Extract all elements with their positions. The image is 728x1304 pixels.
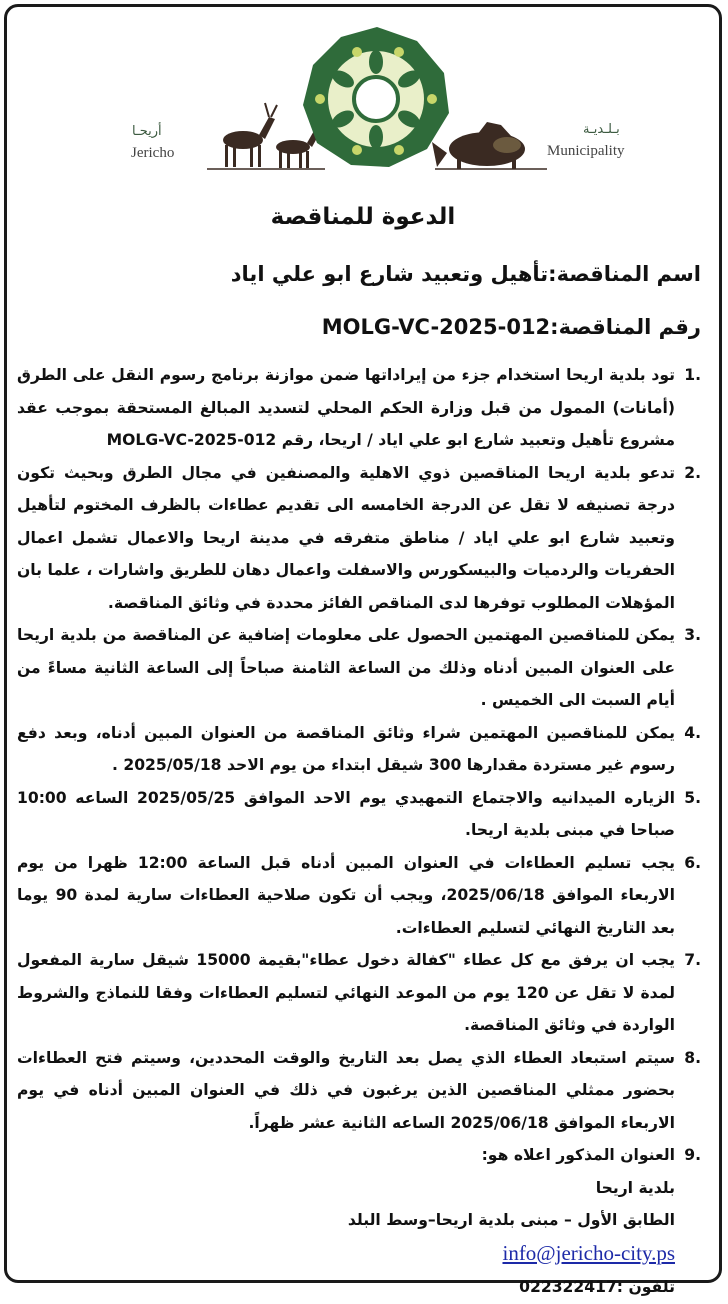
item-number: .1 (684, 366, 701, 384)
tender-items-list (17, 359, 701, 1304)
list-item (17, 457, 701, 620)
item-number: .4 (684, 723, 701, 742)
announcement-frame (4, 4, 722, 1296)
left-logo-en: Jericho (131, 145, 175, 161)
address-line-2: الطابق الأول – مبنى بلدية اريحا–وسط البلد (347, 1211, 675, 1229)
item-number: .2 (684, 463, 701, 482)
tender-number: رقم المناقصة:MOLG-VC-2025-012 (321, 315, 701, 339)
list-item (17, 944, 701, 1042)
header-logo (7, 7, 719, 197)
item-number: .6 (684, 853, 701, 872)
item-text: يمكن للمناقصين المهتمين شراء وثائق المناقصة من العنوان المبين أدناه، وبعد دفع رسوم غير مستردة مقدارها 300 شيقل ابتداء من يوم الاحد 2025/05/18 . (17, 723, 675, 774)
animal-icon (432, 122, 547, 169)
right-logo-en: Municipality (547, 143, 625, 159)
item-text: تدعو بلدية اريحا المناقصين ذوي الاهلية والمصنفين في مجال الطرق وبحيث تكون درجة تصنيفه لا تقل عن الدرجة الخامسه الى تقديم عطاءات بالظرف المختوم لتأهيل وتعبيد شارع ابو علي اياد / مناطق متفرقه في مدينة اريحا والاعمال تشمل اعمال الحفريات والردميات والبيسكورس والاسفلت واعمال دهان للطريق واشارات ، علما بان المؤهلات المطلوب توفرها لدى المناقص الفائز محددة في وثائق المناقصة. (17, 463, 675, 612)
item-text: يمكن للمناقصين المهتمين الحصول على معلومات إضافية عن المناقصة من بلدية اريحا على العنوان المبين أدناه وذلك من الساعة الثامنة صباحاً إلى الساعة الثانية مساءً من أيام السبت الى الخميس . (17, 626, 675, 709)
item-number: .7 (684, 951, 701, 969)
list-item (17, 359, 701, 457)
left-logo-ar: أريحـا (132, 124, 162, 139)
item-number: .5 (684, 788, 701, 807)
list-item (17, 717, 701, 782)
list-item (17, 847, 701, 945)
address-phone-row (17, 1271, 675, 1304)
item-number: .3 (684, 626, 701, 644)
email-link[interactable]: info@jericho-city.ps (502, 1240, 675, 1265)
right-logo-ar: بـلـديـة (583, 122, 620, 137)
phone-label: تلفون : (616, 1278, 675, 1296)
item-number: .9 (684, 1146, 701, 1164)
item-text: يجب تسليم العطاءات في العنوان المبين أدناه قبل الساعة 12:00 ظهرا من يوم الاربعاء الموافق 2025/06/18، ويجب أن تكون صلاحية العطاءات سارية لمدة 90 يوما بعد التاريخ النهائي لتسليم العطاءات. (17, 853, 675, 937)
item-text: تود بلدية اريحا استخدام جزء من إيراداتها ضمن موازنة برنامج رسوم النقل على الطرق (أمانات) الممول من قبل وزارة الحكم المحلي لتسديد المبالغ المستحقة بموجب عقد مشروع تأهيل وتعبيد شارع ابو علي اياد / اريحا، رقم MOLG-VC-2025-012 (17, 366, 675, 449)
tender-name: اسم المناقصة:تأهيل وتعبيد شارع ابو علي اياد (230, 262, 701, 286)
phone-number: 022322417 (519, 1278, 617, 1296)
item-text: سيتم استبعاد العطاء الذي يصل بعد التاريخ والوقت المحددين، وسيتم فتح العطاءات بحضور ممثلي المناقصين الذين يرغبون في ذلك في العنوان المبين أدناه في يوم الاربعاء الموافق 2025/06/18 الساعه الثانية عشر ظهراً. (17, 1048, 675, 1132)
item-text: الزياره الميدانيه والاجتماع التمهيدي يوم الاحد الموافق 2025/05/25 الساعه 10:00 صباحا في مبنى بلدية اريحا. (17, 788, 676, 839)
list-item (17, 619, 701, 717)
address-email-row (17, 1237, 675, 1272)
item-number: .8 (684, 1048, 701, 1067)
page-title: الدعوة للمناقصة (270, 204, 456, 230)
list-item (17, 1139, 701, 1304)
list-item (17, 782, 701, 847)
item-text: العنوان المذكور اعلاه هو: (481, 1146, 675, 1164)
emblem-icon (303, 27, 449, 167)
municipality-logo (7, 7, 719, 197)
list-item (17, 1042, 701, 1140)
item-text: يجب ان يرفق مع كل عطاء "كفالة دخول عطاء"بقيمة 15000 شيقل سارية المفعول لمدة لا تقل عن 120 يوم من الموعد النهائي لتسليم العطاءات وفقا للنماذج والشروط الواردة في وثائق المناقصة. (17, 951, 675, 1034)
address-line-1: بلدية اريحا (595, 1178, 675, 1197)
